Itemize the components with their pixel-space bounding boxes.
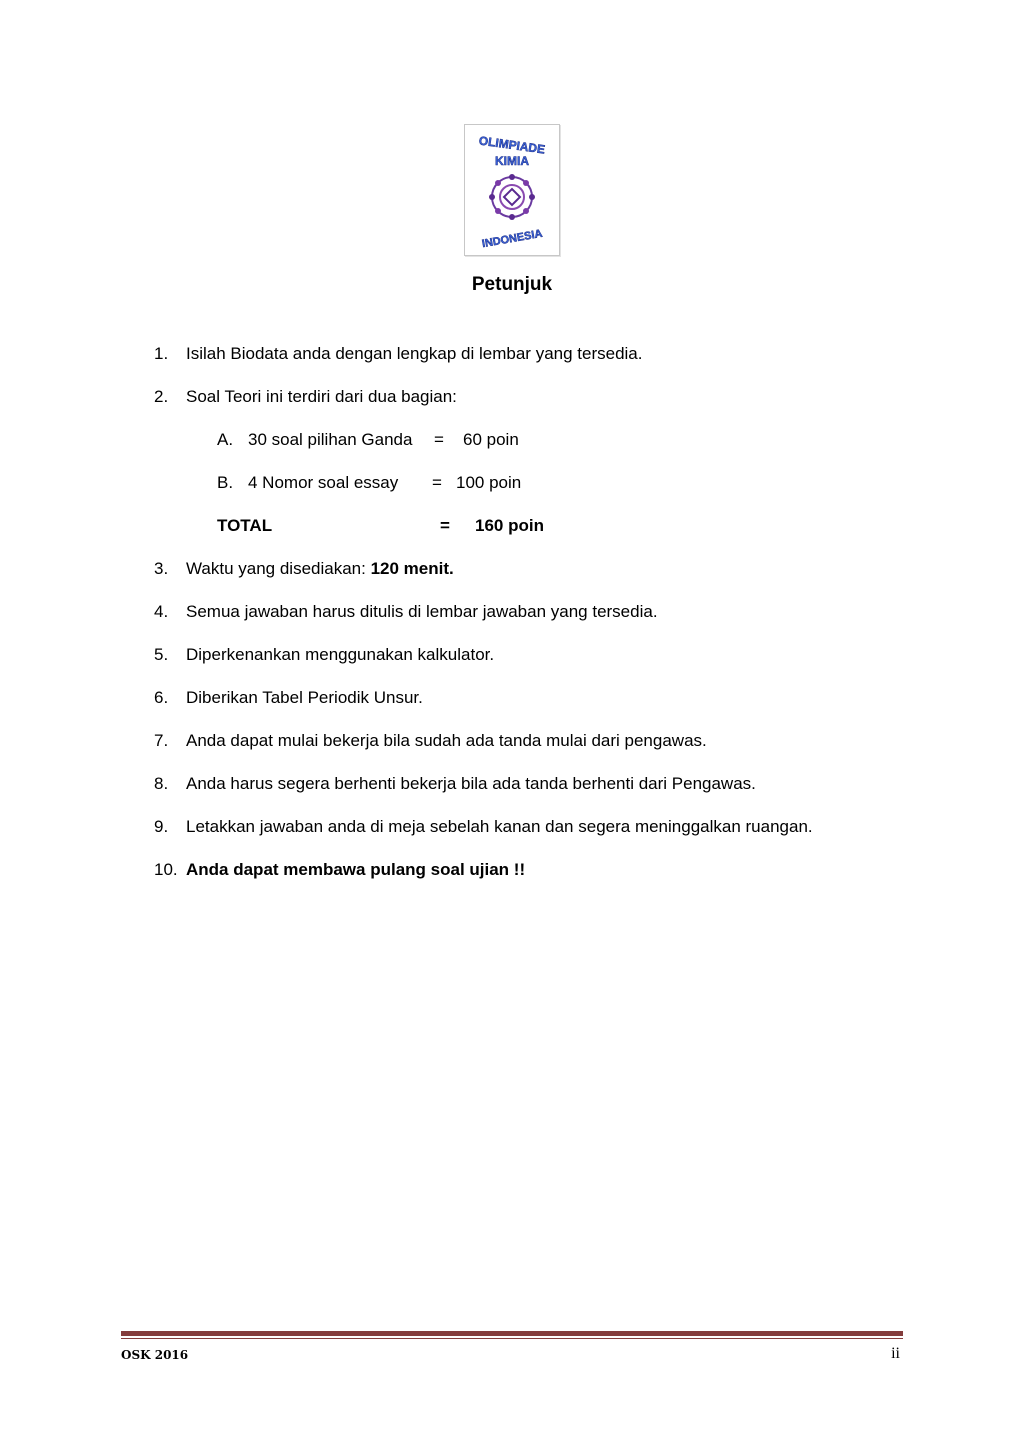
svg-text:INDONESIA: INDONESIA (481, 227, 544, 251)
footer-rule-thin (121, 1338, 903, 1339)
item-text: Diberikan Tabel Periodik Unsur. (186, 688, 423, 707)
item-number: 9. (154, 817, 169, 836)
item-text: Anda harus segera berhenti bekerja bila ada tanda berhenti dari Pengawas. (186, 774, 756, 793)
item-text: Diperkenankan menggunakan kalkulator. (186, 645, 495, 664)
olimpiade-kimia-logo (464, 124, 560, 256)
item-text: Letakkan jawaban anda di meja sebelah kanan dan segera meninggalkan ruangan. (186, 817, 813, 836)
item-number: 1. (154, 344, 169, 363)
logo-emblem-icon (465, 125, 559, 255)
footer-rule-thick (121, 1331, 903, 1336)
item-text-prefix: Waktu yang disediakan: (186, 559, 371, 578)
part-equals: = (432, 473, 442, 492)
item-number: 4. (154, 602, 169, 621)
part-label: 30 soal pilihan Ganda (248, 430, 413, 449)
item-text: Anda dapat mulai bekerja bila sudah ada tanda mulai dari pengawas. (186, 731, 707, 750)
item-number: 10. (154, 860, 178, 879)
item-number: 7. (154, 731, 169, 750)
footer-exam-label: OSK 2016 (121, 1348, 189, 1362)
total-equals: = (440, 516, 450, 535)
part-letter: B. (217, 473, 234, 492)
item-text: Semua jawaban harus ditulis di lembar jawaban yang tersedia. (186, 602, 658, 621)
footer-page-number: ii (891, 1345, 900, 1362)
item-text-bold: 120 menit. (370, 559, 454, 578)
svg-text:KIMIA: KIMIA (495, 154, 529, 168)
part-label: 4 Nomor soal essay (248, 473, 399, 492)
part-equals: = (434, 430, 444, 449)
item-text: Soal Teori ini terdiri dari dua bagian: (186, 387, 457, 406)
part-letter: A. (217, 430, 234, 449)
item-text (186, 559, 454, 579)
item-text: Anda dapat membawa pulang soal ujian !! (186, 860, 526, 879)
page-title: Petunjuk (471, 274, 553, 295)
svg-text:OLIMPIADE: OLIMPIADE (478, 133, 546, 157)
item-number: 3. (154, 559, 169, 578)
item-number: 5. (154, 645, 169, 664)
item-number: 2. (154, 387, 169, 406)
part-value: 100 poin (456, 473, 522, 492)
total-label: TOTAL (217, 516, 273, 535)
item-text: Isilah Biodata anda dengan lengkap di lembar yang tersedia. (186, 344, 643, 363)
item-number: 8. (154, 774, 169, 793)
item-number: 6. (154, 688, 169, 707)
total-value: 160 poin (475, 516, 544, 535)
part-value: 60 poin (463, 430, 519, 449)
